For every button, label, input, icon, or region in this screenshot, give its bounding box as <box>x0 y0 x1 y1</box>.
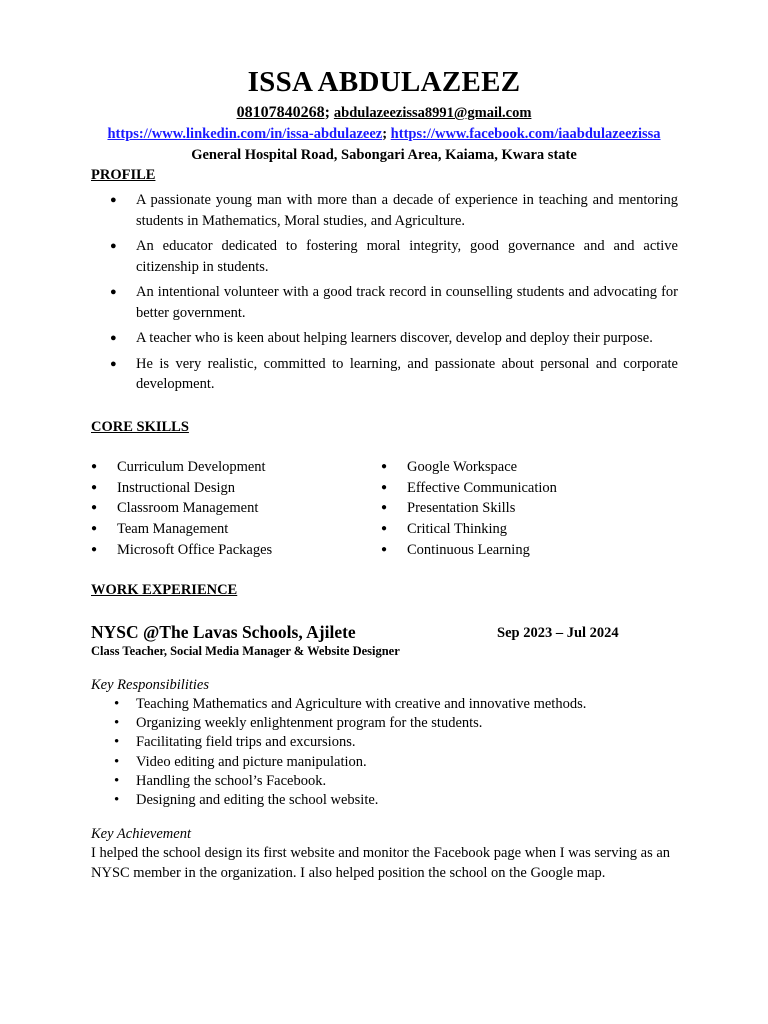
contact-line <box>0 104 768 122</box>
candidate-name: ISSA ABDULAZEEZ <box>247 66 521 98</box>
profile-heading: PROFILE <box>91 167 156 183</box>
list-item: ● Presentation Skills <box>381 498 557 519</box>
list-item: ● Classroom Management <box>91 498 272 519</box>
list-item: ● An intentional volunteer with a good track record in counselling students and advocating for better government. <box>108 282 678 323</box>
list-item: ● Continuous Learning <box>381 540 557 561</box>
list-item: • Organizing weekly enlightenment program for the students. <box>114 714 586 733</box>
list-item: ● Curriculum Development <box>91 457 272 478</box>
contact-separator: ; <box>324 104 330 121</box>
skills-list-left <box>91 457 272 561</box>
job-dates: Sep 2023 – Jul 2024 <box>497 625 619 641</box>
list-item: ● Critical Thinking <box>381 519 557 540</box>
links-separator: ; <box>382 126 388 142</box>
achievement-text: I helped the school design its first website and monitor the Facebook page when I was serving as an NYSC member in the organization. I also helped position the school on the Google map. <box>91 845 671 881</box>
job-role: Class Teacher, Social Media Manager & Website Designer <box>91 644 400 658</box>
phone-number: 08107840268 <box>236 104 325 121</box>
skills-list-right <box>381 457 557 561</box>
address: General Hospital Road, Sabongari Area, Kaiama, Kwara state <box>191 147 577 163</box>
list-item: ● A teacher who is keen about helping learners discover, develop and deploy their purpose. <box>108 328 678 349</box>
job-title: NYSC @The Lavas Schools, Ajilete <box>91 622 356 642</box>
core-skills-heading: CORE SKILLS <box>91 419 189 435</box>
list-item: ● He is very realistic, committed to learning, and passionate about personal and corporate development. <box>108 354 678 395</box>
facebook-link[interactable]: https://www.facebook.com/iaabdulazeezissa <box>390 126 661 142</box>
list-item: ● Google Workspace <box>381 457 557 478</box>
list-item: • Handling the school’s Facebook. <box>114 772 586 791</box>
list-item: ● Team Management <box>91 519 272 540</box>
list-item: • Designing and editing the school website. <box>114 791 586 810</box>
list-item: • Video editing and picture manipulation. <box>114 753 586 772</box>
linkedin-link[interactable]: https://www.linkedin.com/in/issa-abdulazeez <box>107 126 383 142</box>
social-links <box>0 126 768 143</box>
list-item: • Facilitating field trips and excursions. <box>114 733 586 752</box>
list-item: ● Instructional Design <box>91 478 272 499</box>
list-item: ● Microsoft Office Packages <box>91 540 272 561</box>
list-item: ● Effective Communication <box>381 478 557 499</box>
list-item: ● An educator dedicated to fostering moral integrity, good governance and and active citizenship in students. <box>108 236 678 277</box>
responsibilities-list <box>114 695 586 810</box>
work-experience-heading: WORK EXPERIENCE <box>91 582 238 598</box>
achievement-heading: Key Achievement <box>91 826 191 842</box>
responsibilities-heading: Key Responsibilities <box>91 677 209 693</box>
list-item: • Teaching Mathematics and Agriculture with creative and innovative methods. <box>114 695 586 714</box>
profile-list <box>108 190 678 400</box>
email-address: abdulazeezissa8991@gmail.com <box>333 105 532 121</box>
list-item: ● A passionate young man with more than a decade of experience in teaching and mentoring students in Mathematics, Moral studies, and Agriculture. <box>108 190 678 231</box>
